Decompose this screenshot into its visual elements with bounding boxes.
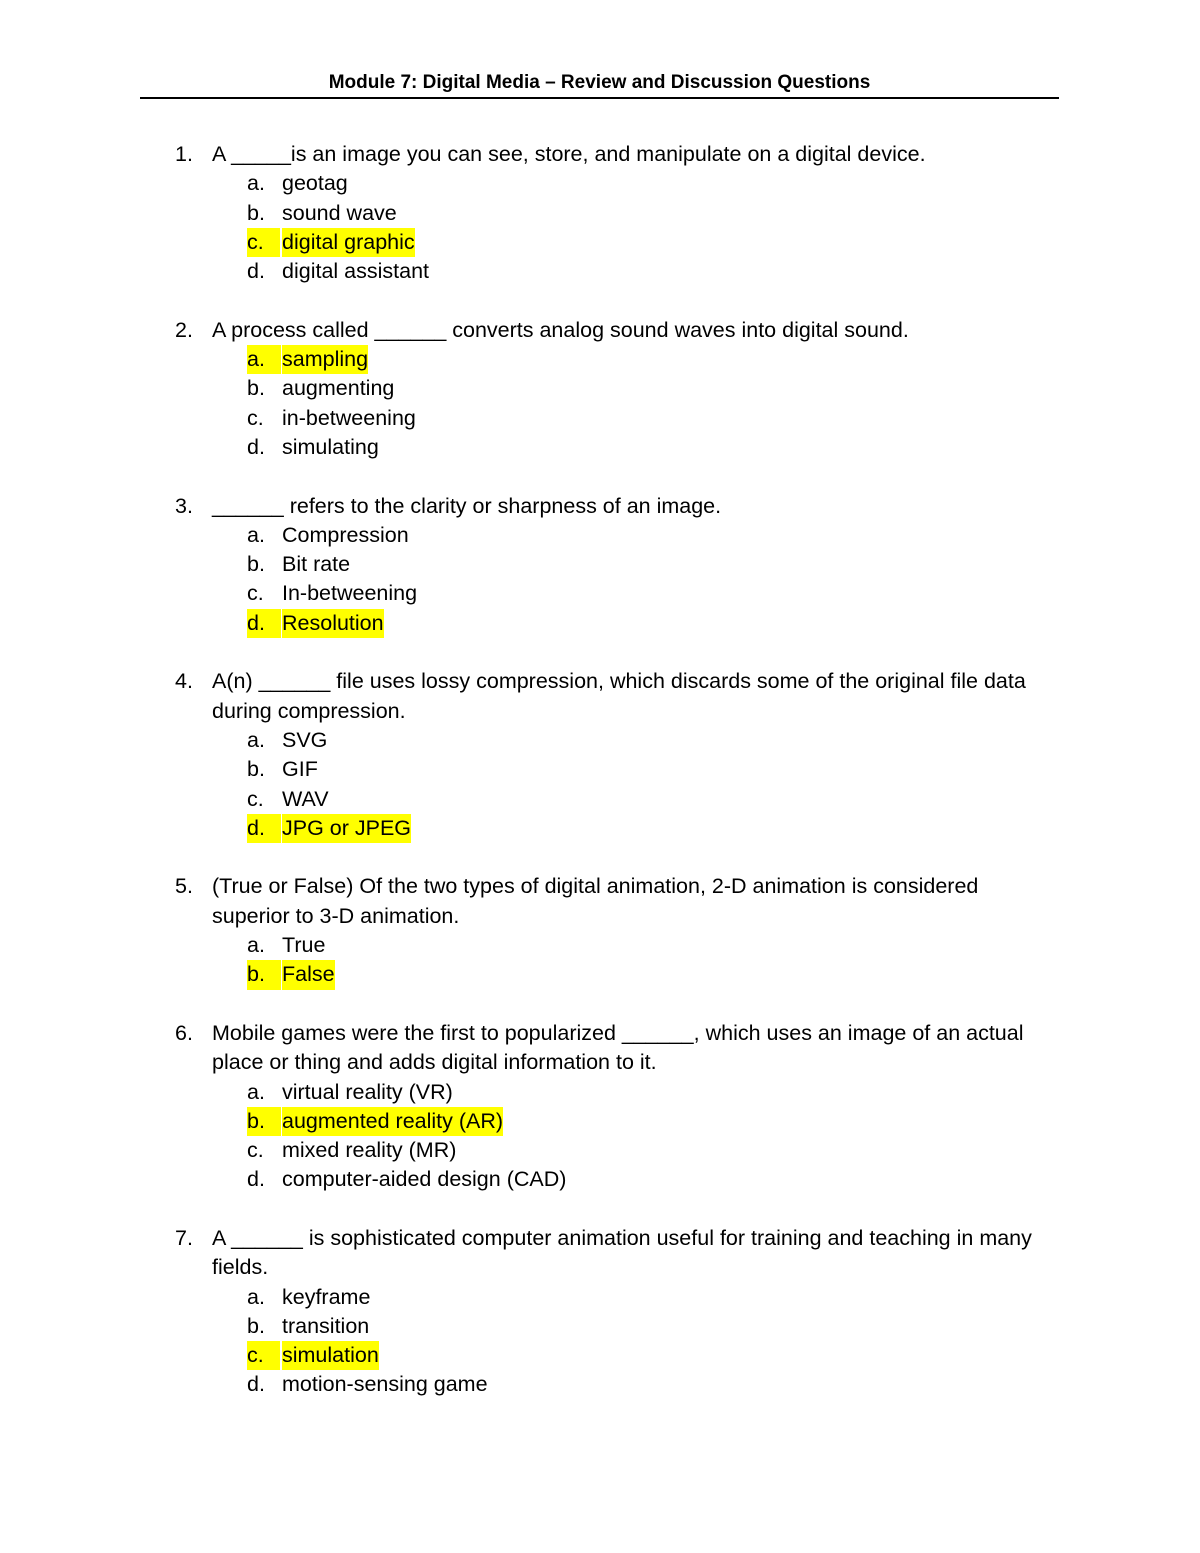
option-text: WAV [282, 786, 329, 811]
option-text: digital assistant [282, 259, 429, 284]
option-letter: c. [247, 581, 264, 606]
option-c [0, 1136, 1200, 1165]
option-text: sampling [282, 345, 368, 374]
question-text: A _____is an image you can see, store, and manipulate on a digital device. [212, 142, 926, 166]
option-letter: c. [247, 1341, 280, 1370]
option-text: Compression [282, 522, 409, 547]
question-text: A process called ______ converts analog sound waves into digital sound. [212, 317, 909, 342]
option-letter: a. [247, 1079, 265, 1104]
option-b [0, 374, 1200, 403]
question-5 [0, 872, 1200, 989]
option-text: simulation [282, 1341, 379, 1370]
option-c [0, 228, 1200, 257]
option-text: augmenting [282, 376, 395, 401]
option-text: sound wave [282, 200, 397, 225]
option-text: mixed reality (MR) [282, 1138, 457, 1163]
option-text: JPG or JPEG [282, 814, 411, 843]
option-text: motion-sensing game [282, 1372, 488, 1397]
question-1 [0, 140, 1200, 286]
option-letter: b. [247, 960, 281, 989]
option-text: True [282, 933, 326, 958]
option-a [0, 1078, 1200, 1107]
question-3 [0, 492, 1200, 638]
option-letter: a. [247, 1284, 265, 1309]
option-letter: b. [247, 1107, 281, 1136]
option-text: computer-aided design (CAD) [282, 1167, 567, 1192]
option-text: geotag [282, 171, 348, 196]
option-text: In-betweening [282, 581, 418, 606]
option-a [0, 169, 1200, 198]
option-letter: c. [247, 405, 264, 430]
option-letter: c. [247, 228, 280, 257]
option-text: GIF [282, 757, 318, 782]
question-number: 2. [175, 317, 193, 342]
option-text: False [282, 960, 335, 989]
option-text: digital graphic [282, 228, 415, 257]
option-text: Bit rate [282, 552, 351, 577]
option-a [0, 345, 1200, 374]
option-letter: b. [247, 1313, 265, 1338]
option-d [0, 433, 1200, 462]
option-c [0, 404, 1200, 433]
option-text: Resolution [282, 609, 384, 638]
question-number: 1. [175, 142, 193, 166]
page-title: Module 7: Digital Media – Review and Discussion Questions [328, 72, 871, 93]
option-c [0, 1341, 1200, 1370]
option-text: virtual reality (VR) [282, 1079, 453, 1104]
option-c [0, 579, 1200, 608]
option-letter: d. [247, 814, 281, 843]
question-text: (True or False) Of the two types of digital animation, 2-D animation is considered superior to 3-D animation. [212, 874, 979, 928]
question-text: A(n) ______ file uses lossy compression, which discards some of the original file data during compression. [212, 669, 1026, 723]
option-b [0, 550, 1200, 579]
question-number: 5. [175, 874, 193, 899]
question-7 [0, 1224, 1200, 1400]
question-text: ______ refers to the clarity or sharpness of an image. [212, 493, 722, 518]
option-text: transition [282, 1313, 370, 1338]
option-letter: d. [247, 1372, 265, 1397]
question-text: Mobile games were the first to popularized ______, which uses an image of an actual place or thing and adds digital information to it. [212, 1020, 1024, 1075]
option-b [0, 1107, 1200, 1136]
title-divider [140, 97, 1059, 99]
option-letter: a. [247, 171, 265, 196]
question-list [0, 140, 1200, 1429]
option-letter: a. [247, 727, 265, 752]
option-a [0, 1283, 1200, 1312]
option-a [0, 726, 1200, 755]
option-a [0, 931, 1200, 960]
option-text: keyframe [282, 1284, 371, 1309]
option-letter: b. [247, 376, 265, 401]
option-c [0, 785, 1200, 814]
option-b [0, 960, 1200, 989]
question-number: 6. [175, 1020, 193, 1045]
option-d [0, 609, 1200, 638]
question-text: A ______ is sophisticated computer animation useful for training and teaching in many fields. [212, 1225, 1032, 1280]
question-6 [0, 1019, 1200, 1195]
option-letter: d. [247, 1167, 265, 1192]
option-letter: a. [247, 933, 265, 958]
option-letter: c. [247, 786, 264, 811]
option-a [0, 521, 1200, 550]
option-letter: c. [247, 1138, 264, 1163]
option-d [0, 1370, 1200, 1399]
option-text: SVG [282, 727, 328, 752]
question-number: 4. [175, 669, 193, 694]
option-b [0, 199, 1200, 228]
option-letter: d. [247, 434, 265, 459]
question-number: 7. [175, 1225, 193, 1250]
option-letter: b. [247, 552, 265, 577]
option-d [0, 814, 1200, 843]
option-letter: d. [247, 259, 265, 284]
option-letter: b. [247, 200, 265, 225]
option-letter: b. [247, 757, 265, 782]
option-d [0, 1165, 1200, 1194]
option-b [0, 1312, 1200, 1341]
option-letter: a. [247, 345, 281, 374]
option-letter: d. [247, 609, 281, 638]
option-text: augmented reality (AR) [282, 1107, 503, 1136]
question-2 [0, 316, 1200, 462]
option-letter: a. [247, 522, 265, 547]
question-4 [0, 667, 1200, 843]
option-text: simulating [282, 434, 379, 459]
option-d [0, 257, 1200, 286]
question-number: 3. [175, 493, 193, 518]
option-text: in-betweening [282, 405, 416, 430]
option-b [0, 755, 1200, 784]
